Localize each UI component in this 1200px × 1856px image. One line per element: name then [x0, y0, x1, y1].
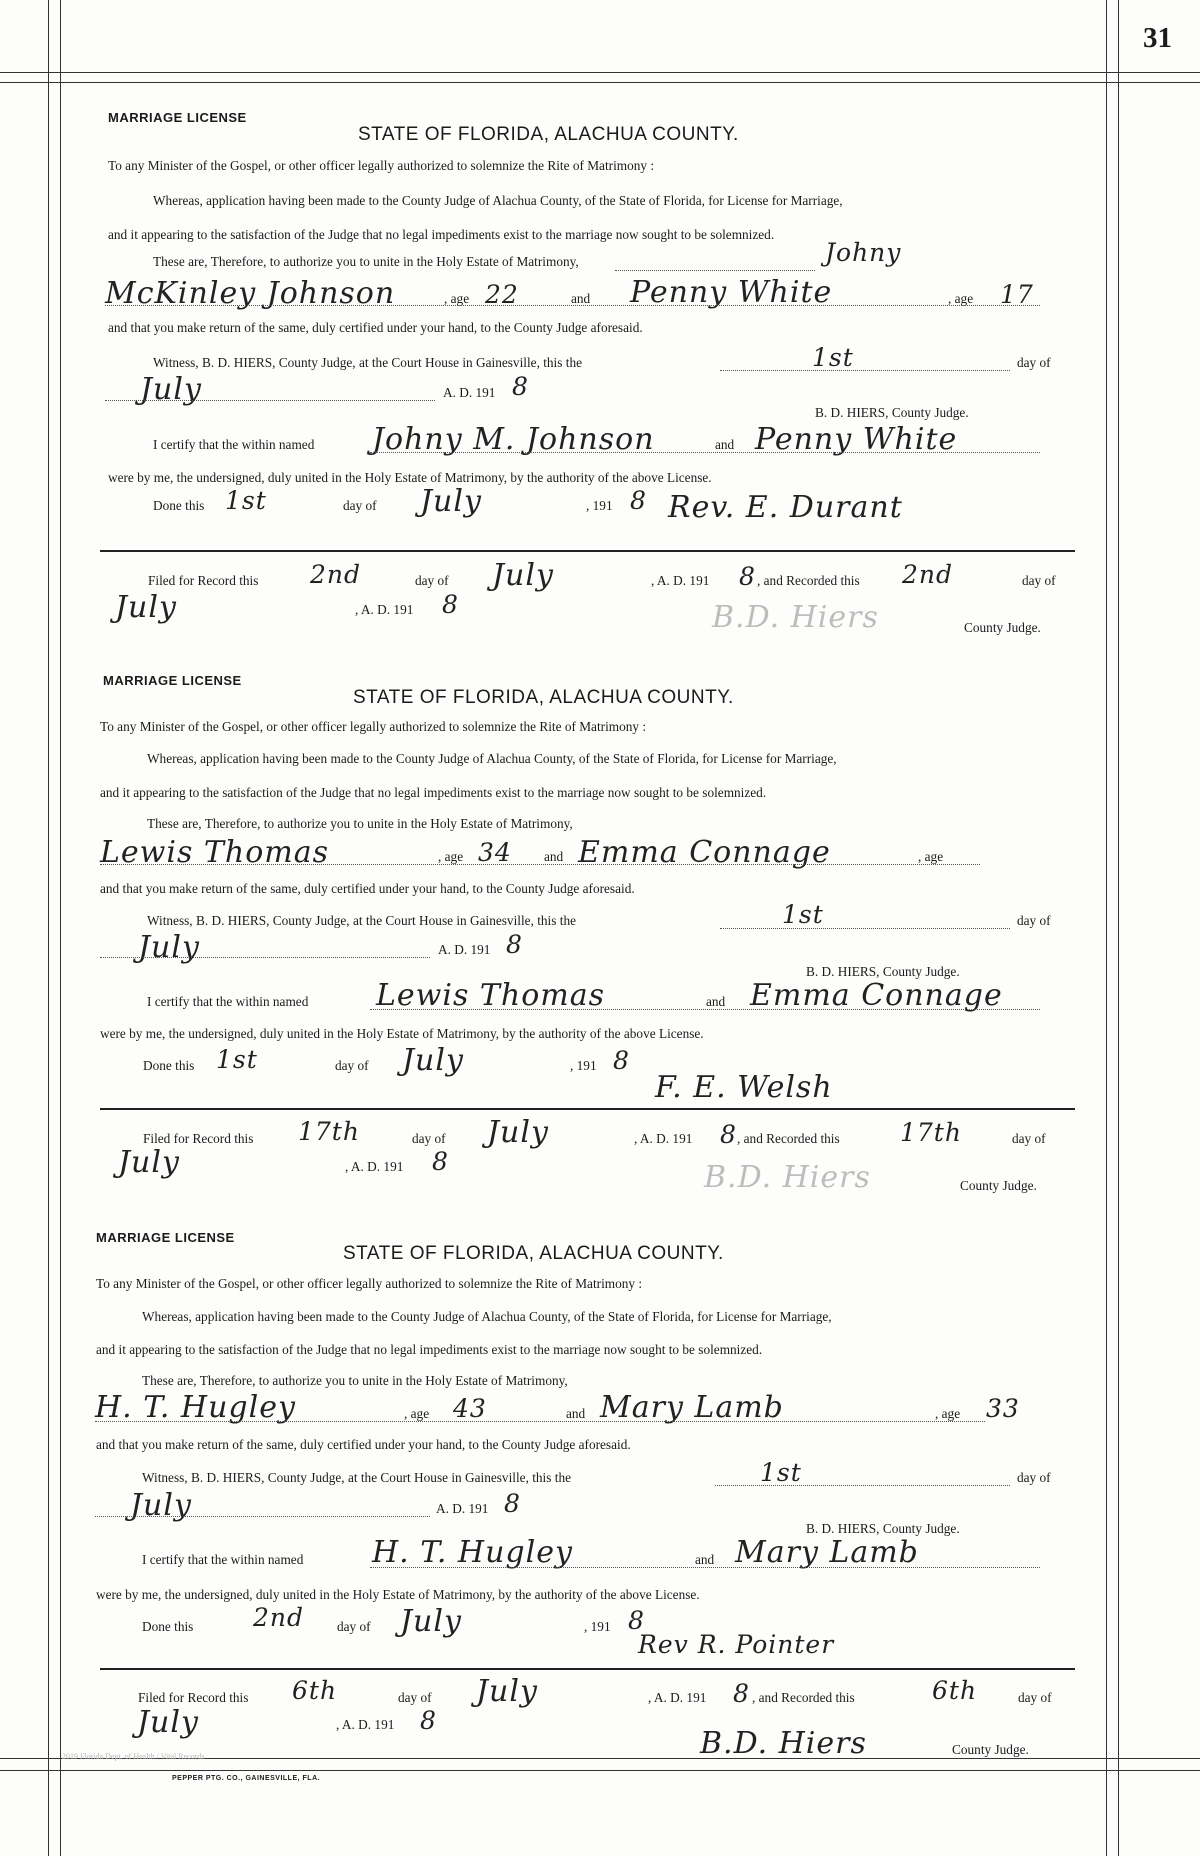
day-of-label: day of — [1012, 1131, 1046, 1146]
groom-name: H. T. Hugley — [95, 1390, 296, 1425]
groom-age: 43 — [453, 1394, 487, 1423]
day-of-label: day of — [1017, 913, 1051, 928]
and-label: and — [566, 1406, 586, 1421]
age-label: , age — [444, 291, 470, 306]
ad-label: A. D. 191 — [438, 942, 491, 957]
day-of-label: day of — [1018, 1690, 1052, 1705]
recorded-label: , and Recorded this — [757, 573, 860, 588]
watermark: 2019 Florida Dept. of Health / Vital Records — [62, 1752, 205, 1761]
groom-age: 22 — [485, 280, 519, 309]
dotted-rule — [105, 400, 435, 401]
witness-year: 8 — [512, 372, 529, 401]
filed-month: July — [476, 1674, 538, 1709]
filed-year: 8 — [733, 1679, 750, 1708]
day-of-label: day of — [1017, 1470, 1051, 1485]
witness-day: 1st — [812, 343, 854, 372]
appearing-line: and it appearing to the satisfaction of the Judge that no legal impediments exist to the marriage now sought to be solemnized. — [96, 1342, 763, 1357]
done-day: 1st — [216, 1045, 258, 1074]
appearing-line: and it appearing to the satisfaction of the Judge that no legal impediments exist to the marriage now sought to be solemnized. — [108, 227, 775, 242]
day-of-label: day of — [1022, 573, 1056, 588]
were-by-me-line: were by me, the undersigned, duly united in the Holy Estate of Matrimony, by the authority of the above License. — [100, 1026, 704, 1041]
dotted-rule — [100, 864, 980, 865]
day-of-label: day of — [415, 573, 449, 588]
witness-month: July — [130, 1488, 192, 1523]
dotted-rule — [370, 452, 1040, 453]
section-divider — [100, 550, 1075, 552]
groom-name: McKinley Johnson — [105, 276, 396, 311]
day-of-label: day of — [1017, 355, 1051, 370]
return-line: and that you make return of the same, duly certified under your hand, to the County Judge aforesaid. — [96, 1437, 631, 1452]
day-of-label: day of — [412, 1131, 446, 1146]
judge-label: B. D. HIERS, County Judge. — [806, 1521, 960, 1536]
authorize-line: These are, Therefore, to authorize you to unite in the Holy Estate of Matrimony, — [153, 254, 579, 269]
bride-age: 17 — [1000, 280, 1034, 309]
filed-label: Filed for Record this — [148, 573, 259, 588]
filed-day: 2nd — [310, 560, 362, 589]
judge-signature: B.D. Hiers — [704, 1160, 871, 1195]
judge-signature: B.D. Hiers — [700, 1726, 867, 1761]
recorded-day: 6th — [932, 1676, 978, 1705]
recorded-day: 17th — [900, 1118, 962, 1147]
dotted-rule — [100, 957, 430, 958]
section-divider — [100, 1108, 1075, 1110]
county-judge-label: County Judge. — [960, 1178, 1037, 1193]
ad-label: A. D. 191 — [436, 1501, 489, 1516]
left-margin-rule — [48, 0, 49, 1856]
recorded-year: 8 — [432, 1147, 449, 1176]
done-month: July — [400, 1604, 462, 1639]
were-by-me-line: were by me, the undersigned, duly united in the Holy Estate of Matrimony, by the authority of the above License. — [96, 1587, 700, 1602]
bottom-rule-inner — [0, 1770, 1200, 1771]
age-label: , age — [948, 291, 974, 306]
bride-name: Penny White — [630, 275, 833, 310]
address-line: To any Minister of the Gospel, or other officer legally authorized to solemnize the Rite of Matrimony : — [96, 1276, 643, 1291]
witness-line: Witness, B. D. HIERS, County Judge, at the Court House in Gainesville, this the — [153, 355, 582, 370]
dotted-rule — [95, 1421, 985, 1422]
groom-name: Lewis Thomas — [100, 835, 330, 870]
license-label: MARRIAGE LICENSE — [103, 673, 242, 688]
done-year: 8 — [628, 1606, 645, 1635]
done-month: July — [402, 1043, 464, 1078]
address-line: To any Minister of the Gospel, or other officer legally authorized to solemnize the Rite of Matrimony : — [108, 158, 655, 173]
witness-line: Witness, B. D. HIERS, County Judge, at the Court House in Gainesville, this the — [147, 913, 576, 928]
day-of-label: day of — [343, 498, 377, 513]
return-line: and that you make return of the same, duly certified under your hand, to the County Judge aforesaid. — [100, 881, 635, 896]
state-heading: STATE OF FLORIDA, ALACHUA COUNTY. — [353, 687, 734, 708]
done-day: 1st — [225, 486, 267, 515]
cert-bride-name: Emma Connage — [750, 978, 1003, 1013]
certify-line: I certify that the within named — [142, 1552, 304, 1567]
done-this-label: Done this — [153, 498, 205, 513]
witness-day: 1st — [782, 900, 824, 929]
witness-month: July — [140, 372, 202, 407]
dotted-rule — [370, 1567, 1040, 1568]
filed-month: July — [487, 1115, 549, 1150]
whereas-line: Whereas, application having been made to the County Judge of Alachua County, of the State of Florida, for License for Marriage, — [142, 1309, 832, 1324]
printer-footer: PEPPER PTG. CO., GAINESVILLE, FLA. — [172, 1775, 321, 1782]
recorded-month: July — [115, 590, 177, 625]
year-prefix: , 191 — [586, 498, 613, 513]
bride-age: 33 — [986, 1394, 1020, 1423]
top-rule-inner — [0, 82, 1200, 83]
judge-label: B. D. HIERS, County Judge. — [815, 405, 969, 420]
officiant-signature: Rev. E. Durant — [668, 490, 903, 525]
ad-comma-label: , A. D. 191 — [336, 1717, 395, 1732]
filed-label: Filed for Record this — [138, 1690, 249, 1705]
cert-bride-name: Mary Lamb — [735, 1535, 919, 1570]
ad-comma-label: , A. D. 191 — [651, 573, 710, 588]
officiant-signature: F. E. Welsh — [655, 1070, 833, 1105]
and-label: and — [706, 994, 726, 1009]
state-heading: STATE OF FLORIDA, ALACHUA COUNTY. — [358, 124, 739, 145]
filed-day: 17th — [298, 1117, 360, 1146]
authorize-line: These are, Therefore, to authorize you to unite in the Holy Estate of Matrimony, — [147, 816, 573, 831]
done-year: 8 — [613, 1046, 630, 1075]
year-prefix: , 191 — [584, 1619, 611, 1634]
appearing-line: and it appearing to the satisfaction of the Judge that no legal impediments exist to the marriage now sought to be solemnized. — [100, 785, 767, 800]
filed-year: 8 — [739, 562, 756, 591]
age-label: , age — [935, 1406, 961, 1421]
dotted-rule — [105, 305, 1040, 306]
recorded-label: , and Recorded this — [737, 1131, 840, 1146]
whereas-line: Whereas, application having been made to the County Judge of Alachua County, of the State of Florida, for License for Marriage, — [153, 193, 843, 208]
done-year: 8 — [630, 486, 647, 515]
section-divider — [100, 1668, 1075, 1670]
dotted-rule — [615, 270, 815, 271]
ad-comma-label: , A. D. 191 — [634, 1131, 693, 1146]
groom-first-name: Johny — [825, 238, 902, 267]
witness-year: 8 — [504, 1489, 521, 1518]
witness-line: Witness, B. D. HIERS, County Judge, at the Court House in Gainesville, this the — [142, 1470, 571, 1485]
done-this-label: Done this — [143, 1058, 195, 1073]
age-label: , age — [438, 849, 464, 864]
filed-year: 8 — [720, 1120, 737, 1149]
ad-comma-label: , A. D. 191 — [345, 1159, 404, 1174]
address-line: To any Minister of the Gospel, or other officer legally authorized to solemnize the Rite of Matrimony : — [100, 719, 647, 734]
top-rule — [0, 72, 1200, 73]
dotted-rule — [95, 1516, 430, 1517]
recorded-month: July — [118, 1145, 180, 1180]
cert-groom-name: Lewis Thomas — [376, 978, 606, 1013]
witness-day: 1st — [760, 1458, 802, 1487]
filed-label: Filed for Record this — [143, 1131, 254, 1146]
day-of-label: day of — [337, 1619, 371, 1634]
age-label: , age — [918, 849, 944, 864]
and-label: and — [544, 849, 564, 864]
day-of-label: day of — [335, 1058, 369, 1073]
witness-month: July — [138, 930, 200, 965]
cert-bride-name: Penny White — [755, 422, 958, 457]
ad-label: A. D. 191 — [443, 385, 496, 400]
whereas-line: Whereas, application having been made to the County Judge of Alachua County, of the State of Florida, for License for Marriage, — [147, 751, 837, 766]
county-judge-label: County Judge. — [952, 1742, 1029, 1757]
dotted-rule — [715, 1485, 1010, 1486]
recorded-year: 8 — [420, 1706, 437, 1735]
cert-groom-name: Johny M. Johnson — [372, 422, 655, 457]
done-day: 2nd — [253, 1603, 305, 1632]
and-label: and — [571, 291, 591, 306]
authorize-line: These are, Therefore, to authorize you to unite in the Holy Estate of Matrimony, — [142, 1373, 568, 1388]
and-label: and — [715, 437, 735, 452]
and-label: and — [695, 1552, 715, 1567]
return-line: and that you make return of the same, duly certified under your hand, to the County Judge aforesaid. — [108, 320, 643, 335]
officiant-signature: Rev R. Pointer — [638, 1630, 835, 1659]
license-label: MARRIAGE LICENSE — [108, 110, 247, 125]
recorded-day: 2nd — [902, 560, 954, 589]
certify-line: I certify that the within named — [153, 437, 315, 452]
year-prefix: , 191 — [570, 1058, 597, 1073]
recorded-year: 8 — [442, 590, 459, 619]
done-this-label: Done this — [142, 1619, 194, 1634]
groom-age: 34 — [478, 838, 512, 867]
left-margin-rule-inner — [60, 0, 61, 1856]
filed-day: 6th — [292, 1676, 338, 1705]
witness-year: 8 — [506, 930, 523, 959]
recorded-month: July — [137, 1705, 199, 1740]
ad-comma-label: , A. D. 191 — [355, 602, 414, 617]
judge-label: B. D. HIERS, County Judge. — [806, 964, 960, 979]
right-margin-rule — [1106, 0, 1107, 1856]
bride-name: Mary Lamb — [600, 1390, 784, 1425]
dotted-rule — [720, 928, 1010, 929]
right-margin-rule-inner — [1118, 0, 1119, 1856]
license-label: MARRIAGE LICENSE — [96, 1230, 235, 1245]
done-month: July — [420, 484, 482, 519]
state-heading: STATE OF FLORIDA, ALACHUA COUNTY. — [343, 1243, 724, 1264]
recorded-label: , and Recorded this — [752, 1690, 855, 1705]
judge-signature: B.D. Hiers — [712, 600, 879, 635]
bride-name: Emma Connage — [578, 835, 831, 870]
dotted-rule — [370, 1009, 1040, 1010]
day-of-label: day of — [398, 1690, 432, 1705]
dotted-rule — [720, 370, 1010, 371]
page-number: 31 — [1143, 22, 1172, 54]
were-by-me-line: were by me, the undersigned, duly united in the Holy Estate of Matrimony, by the authority of the above License. — [108, 470, 712, 485]
certify-line: I certify that the within named — [147, 994, 309, 1009]
filed-month: July — [492, 558, 554, 593]
age-label: , age — [404, 1406, 430, 1421]
ad-comma-label: , A. D. 191 — [648, 1690, 707, 1705]
county-judge-label: County Judge. — [964, 620, 1041, 635]
cert-groom-name: H. T. Hugley — [372, 1535, 573, 1570]
